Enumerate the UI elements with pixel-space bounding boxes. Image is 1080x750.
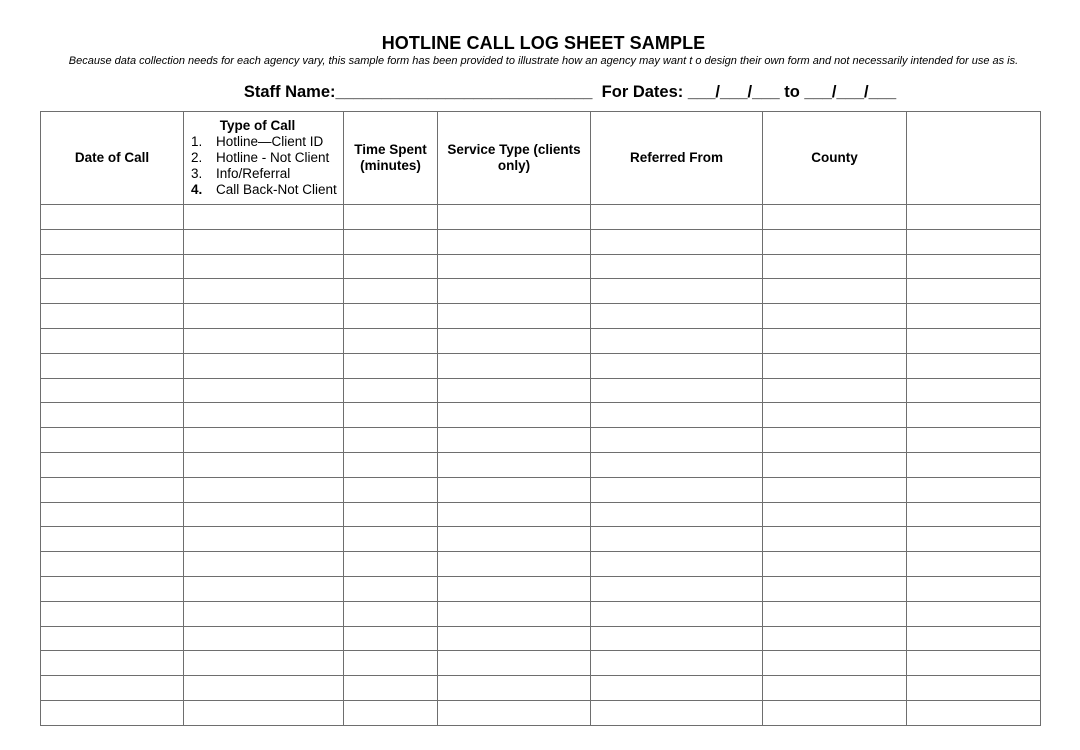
cell-county[interactable] [763,403,907,428]
cell-time[interactable] [344,205,438,230]
cell-service[interactable] [438,552,591,577]
cell-time[interactable] [344,477,438,502]
cell-extra[interactable] [907,676,1041,701]
cell-service[interactable] [438,328,591,353]
date-from-blank[interactable]: ___/___/___ [687,83,780,101]
type-of-call-options [184,134,343,198]
cell-service[interactable] [438,378,591,403]
header-type-of-call [184,112,344,205]
cell-type[interactable] [184,651,344,676]
cell-county[interactable] [763,626,907,651]
cell-referred[interactable] [591,205,763,230]
header-service-type: Service Type (clients only) [438,112,591,205]
cell-county[interactable] [763,676,907,701]
cell-date[interactable] [41,378,184,403]
cell-county[interactable] [763,328,907,353]
cell-service[interactable] [438,700,591,725]
table-row [41,279,1041,304]
cell-type[interactable] [184,626,344,651]
cell-county[interactable] [763,304,907,329]
type-of-call-title: Type of Call [219,118,296,133]
cell-date[interactable] [41,328,184,353]
cell-type[interactable] [184,676,344,701]
cell-time[interactable] [344,304,438,329]
cell-service[interactable] [438,576,591,601]
cell-referred[interactable] [591,502,763,527]
cell-time[interactable] [344,378,438,403]
table-row [41,403,1041,428]
cell-type[interactable] [184,428,344,453]
cell-extra[interactable] [907,304,1041,329]
cell-extra[interactable] [907,328,1041,353]
cell-service[interactable] [438,477,591,502]
staff-name-label: Staff Name: [243,83,336,101]
cell-county[interactable] [763,601,907,626]
cell-service[interactable] [438,254,591,279]
cell-extra[interactable] [907,576,1041,601]
cell-extra[interactable] [907,403,1041,428]
cell-extra[interactable] [907,700,1041,725]
cell-time[interactable] [344,254,438,279]
cell-date[interactable] [41,279,184,304]
cell-county[interactable] [763,254,907,279]
form-disclaimer: Because data collection needs for each agency vary, this sample form has been provided to illustrate how an agency may want t o design their own form and not necessarily intended for use as is. [68,55,1019,67]
cell-referred[interactable] [591,403,763,428]
cell-service[interactable] [438,229,591,254]
cell-service[interactable] [438,452,591,477]
cell-date[interactable] [41,626,184,651]
cell-time[interactable] [344,676,438,701]
table-row [41,353,1041,378]
cell-time[interactable] [344,626,438,651]
cell-county[interactable] [763,527,907,552]
cell-type[interactable] [184,304,344,329]
cell-date[interactable] [41,552,184,577]
cell-type[interactable] [184,205,344,230]
cell-type[interactable] [184,254,344,279]
cell-county[interactable] [763,700,907,725]
type-option: 2. Hotline - Not Client [191,150,330,165]
cell-county[interactable] [763,552,907,577]
date-to-blank[interactable]: ___/___/___ [804,83,897,101]
header-blank-column [907,112,1041,205]
cell-referred[interactable] [591,700,763,725]
cell-service[interactable] [438,353,591,378]
cell-date[interactable] [41,477,184,502]
cell-referred[interactable] [591,328,763,353]
cell-date[interactable] [41,676,184,701]
cell-county[interactable] [763,205,907,230]
cell-time[interactable] [344,601,438,626]
cell-extra[interactable] [907,229,1041,254]
cell-date[interactable] [41,452,184,477]
table-row [41,477,1041,502]
cell-time[interactable] [344,552,438,577]
cell-referred[interactable] [591,428,763,453]
cell-extra[interactable] [907,428,1041,453]
cell-date[interactable] [41,353,184,378]
cell-county[interactable] [763,378,907,403]
cell-referred[interactable] [591,304,763,329]
for-dates-label: For Dates: [601,83,684,101]
cell-extra[interactable] [907,477,1041,502]
cell-date[interactable] [41,428,184,453]
cell-service[interactable] [438,304,591,329]
cell-extra[interactable] [907,552,1041,577]
cell-referred[interactable] [591,452,763,477]
form-title: HOTLINE CALL LOG SHEET SAMPLE [381,33,706,53]
cell-referred[interactable] [591,353,763,378]
cell-type[interactable] [184,477,344,502]
table-row [41,651,1041,676]
cell-county[interactable] [763,229,907,254]
table-row [41,304,1041,329]
staff-name-blank[interactable]: ____________________________ [335,83,593,101]
cell-service[interactable] [438,403,591,428]
cell-time[interactable] [344,279,438,304]
log-body [41,205,1041,726]
type-option: 3. Info/Referral [191,166,291,181]
cell-extra[interactable] [907,279,1041,304]
cell-referred[interactable] [591,651,763,676]
table-row [41,676,1041,701]
cell-type[interactable] [184,378,344,403]
cell-type[interactable] [184,452,344,477]
cell-date[interactable] [41,700,184,725]
header-county: County [763,112,907,205]
table-row [41,378,1041,403]
table-row [41,328,1041,353]
header-date-of-call: Date of Call [41,112,184,205]
cell-type[interactable] [184,328,344,353]
table-row [41,601,1041,626]
table-row [41,626,1041,651]
table-row [41,700,1041,725]
cell-extra[interactable] [907,254,1041,279]
cell-date[interactable] [41,576,184,601]
cell-date[interactable] [41,229,184,254]
table-row [41,502,1041,527]
cell-service[interactable] [438,527,591,552]
cell-county[interactable] [763,651,907,676]
table-row [41,452,1041,477]
cell-referred[interactable] [591,279,763,304]
cell-county[interactable] [763,279,907,304]
cell-time[interactable] [344,502,438,527]
cell-service[interactable] [438,651,591,676]
cell-date[interactable] [41,502,184,527]
cell-date[interactable] [41,403,184,428]
cell-time[interactable] [344,452,438,477]
cell-extra[interactable] [907,378,1041,403]
table-row [41,229,1041,254]
cell-referred[interactable] [591,229,763,254]
cell-time[interactable] [344,527,438,552]
cell-time[interactable] [344,328,438,353]
cell-extra[interactable] [907,353,1041,378]
cell-county[interactable] [763,502,907,527]
cell-type[interactable] [184,601,344,626]
cell-type[interactable] [184,403,344,428]
cell-county[interactable] [763,576,907,601]
cell-date[interactable] [41,205,184,230]
type-option: 1. Hotline—Client ID [191,134,324,149]
cell-time[interactable] [344,353,438,378]
cell-type[interactable] [184,700,344,725]
cell-time[interactable] [344,428,438,453]
cell-county[interactable] [763,477,907,502]
cell-referred[interactable] [591,477,763,502]
cell-extra[interactable] [907,205,1041,230]
cell-service[interactable] [438,601,591,626]
cell-date[interactable] [41,254,184,279]
table-row [41,254,1041,279]
cell-referred[interactable] [591,254,763,279]
table-row [41,428,1041,453]
cell-service[interactable] [438,626,591,651]
cell-time[interactable] [344,651,438,676]
cell-type[interactable] [184,527,344,552]
table-row [41,552,1041,577]
staff-dates-line [0,82,1080,102]
cell-date[interactable] [41,527,184,552]
cell-type[interactable] [184,502,344,527]
to-label: to [784,83,800,101]
table-row [41,576,1041,601]
cell-extra[interactable] [907,452,1041,477]
type-option: 4. Call Back-Not Client [191,182,337,197]
cell-date[interactable] [41,304,184,329]
cell-type[interactable] [184,353,344,378]
cell-referred[interactable] [591,552,763,577]
table-row [41,205,1041,230]
cell-referred[interactable] [591,527,763,552]
cell-service[interactable] [438,676,591,701]
cell-extra[interactable] [907,651,1041,676]
cell-referred[interactable] [591,378,763,403]
cell-extra[interactable] [907,527,1041,552]
cell-referred[interactable] [591,576,763,601]
cell-extra[interactable] [907,626,1041,651]
cell-referred[interactable] [591,601,763,626]
cell-time[interactable] [344,700,438,725]
cell-county[interactable] [763,452,907,477]
cell-date[interactable] [41,601,184,626]
cell-service[interactable] [438,205,591,230]
cell-referred[interactable] [591,626,763,651]
cell-type[interactable] [184,552,344,577]
cell-time[interactable] [344,403,438,428]
header-referred-from: Referred From [591,112,763,205]
cell-date[interactable] [41,651,184,676]
cell-time[interactable] [344,229,438,254]
cell-referred[interactable] [591,676,763,701]
table-row [41,527,1041,552]
cell-county[interactable] [763,428,907,453]
cell-type[interactable] [184,229,344,254]
cell-type[interactable] [184,279,344,304]
cell-type[interactable] [184,576,344,601]
cell-extra[interactable] [907,502,1041,527]
cell-time[interactable] [344,576,438,601]
cell-service[interactable] [438,502,591,527]
cell-service[interactable] [438,279,591,304]
cell-service[interactable] [438,428,591,453]
call-log-table [40,111,1041,726]
cell-county[interactable] [763,353,907,378]
header-time-spent: Time Spent (minutes) [344,112,438,205]
header-row [41,112,1041,205]
cell-extra[interactable] [907,601,1041,626]
